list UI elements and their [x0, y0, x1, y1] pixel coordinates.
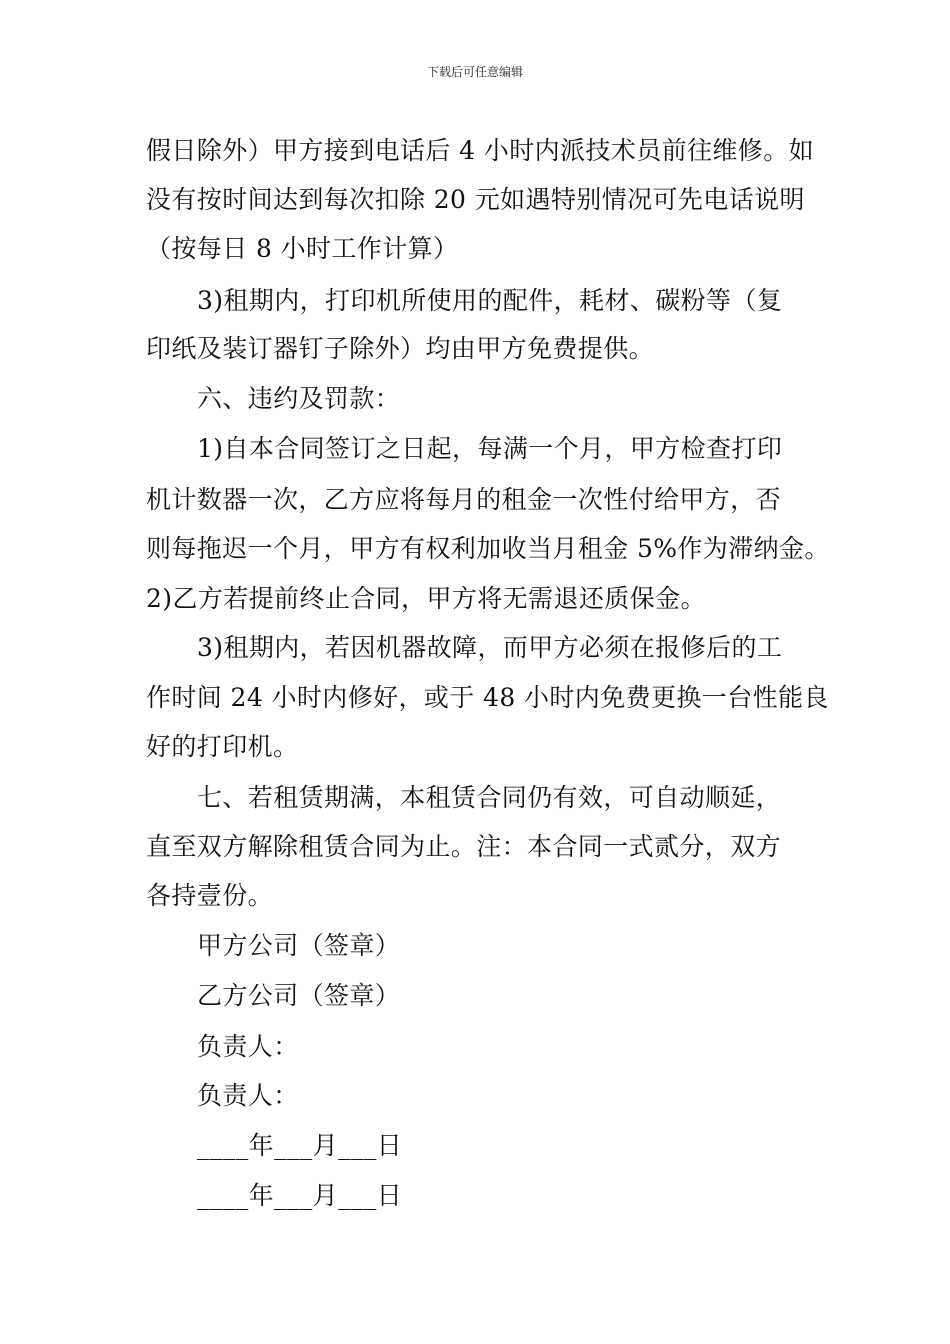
date-line: ____年___月___日 — [197, 1181, 403, 1210]
text-line: 3)租期内，打印机所使用的配件，耗材、碳粉等（复 — [197, 286, 783, 315]
page-header-note: 下载后可任意编辑 — [426, 65, 523, 79]
text-line: 1)自本合同签订之日起，每满一个月，甲方检查打印 — [197, 434, 783, 463]
text-line: 假日除外）甲方接到电话后 4 小时内派技术员前往维修。如 — [146, 136, 815, 165]
text-line: 机计数器一次，乙方应将每月的租金一次性付给甲方，否 — [146, 485, 782, 514]
party-b-signature-label: 乙方公司（签章） — [197, 981, 401, 1010]
text-line: 印纸及装订器钉子除外）均由甲方免费提供。 — [146, 334, 655, 363]
text-line: 则每拖迟一个月，甲方有权利加收当月租金 5%作为滞纳金。 — [146, 534, 830, 563]
text-line: 没有按时间达到每次扣除 20 元如遇特别情况可先电话说明 — [146, 185, 805, 214]
text-line: 2)乙方若提前终止合同，甲方将无需退还质保金。 — [146, 584, 706, 613]
responsible-person-label: 负责人： — [197, 1081, 299, 1110]
text-line: 好的打印机。 — [146, 732, 299, 761]
text-line: （按每日 8 小时工作计算） — [146, 234, 459, 263]
text-line: 3)租期内，若因机器故障，而甲方必须在报修后的工 — [197, 633, 783, 662]
party-a-signature-label: 甲方公司（签章） — [197, 931, 401, 960]
text-line: 直至双方解除租赁合同为止。注：本合同一式贰分，双方 — [146, 832, 782, 861]
text-line: 各持壹份。 — [146, 881, 274, 910]
date-line: ____年___月___日 — [197, 1131, 403, 1160]
responsible-person-label: 负责人： — [197, 1032, 299, 1061]
section-heading: 七、若租赁期满，本租赁合同仍有效，可自动顺延， — [197, 783, 782, 812]
text-line: 作时间 24 小时内修好，或于 48 小时内免费更换一台性能良 — [146, 683, 829, 712]
section-heading: 六、违约及罚款： — [197, 384, 401, 413]
